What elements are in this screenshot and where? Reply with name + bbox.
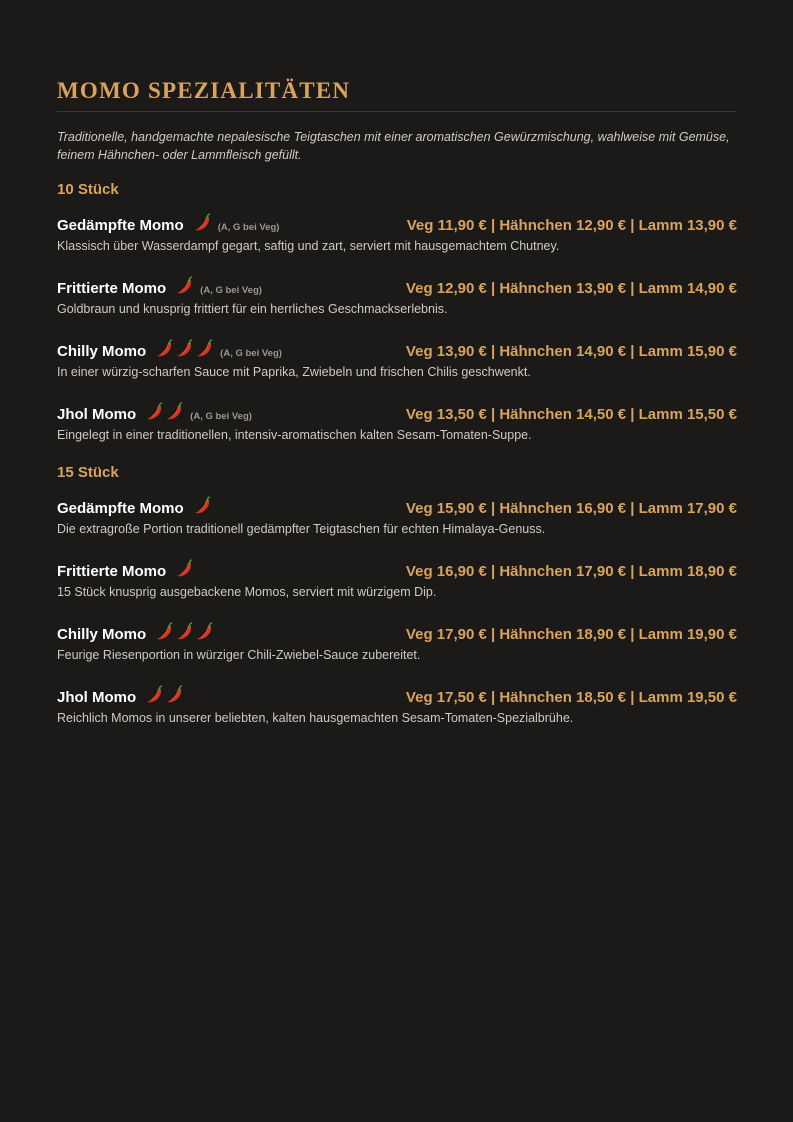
item-prices: Veg 17,50 € | Hähnchen 18,50 € | Lamm 19,50 € <box>405 689 737 706</box>
spice-level <box>193 213 213 232</box>
item-name: Frittierte Momo <box>57 280 167 297</box>
item-prices: Veg 11,90 € | Hähnchen 12,90 € | Lamm 13,90 € <box>406 217 737 234</box>
menu-item <box>57 557 737 599</box>
chili-pepper-icon <box>165 685 184 704</box>
item-prices: Veg 13,90 € | Hähnchen 14,90 € | Lamm 15,90 € <box>405 343 737 360</box>
item-description: Feurige Riesenportion in würziger Chili-Zwiebel-Sauce zubereitet. <box>57 648 421 662</box>
section-heading-15: 15 Stück <box>57 464 119 481</box>
chili-pepper-icon <box>195 339 214 358</box>
item-name: Jhol Momo <box>57 406 137 423</box>
menu-content <box>57 78 737 725</box>
spice-level <box>145 685 185 704</box>
menu-item <box>57 337 737 379</box>
item-prices: Veg 16,90 € | Hähnchen 17,90 € | Lamm 18,90 € <box>405 563 737 580</box>
item-prices: Veg 12,90 € | Hähnchen 13,90 € | Lamm 14,90 € <box>405 280 737 297</box>
item-description: Reichlich Momos in unserer beliebten, kalten hausgemachten Sesam-Tomaten-Spezialbrühe. <box>57 711 574 725</box>
allergen-note: (A, G bei Veg) <box>217 222 280 233</box>
menu-item <box>57 494 737 536</box>
item-description: In einer würzig-scharfen Sauce mit Paprika, Zwiebeln und frischen Chilis geschwenkt. <box>57 365 531 379</box>
spice-level <box>155 622 215 641</box>
menu-item <box>57 683 737 725</box>
chili-pepper-icon <box>193 213 212 232</box>
item-name: Frittierte Momo <box>57 563 167 580</box>
chili-pepper-icon <box>145 685 164 704</box>
menu-item <box>57 620 737 662</box>
chili-pepper-icon <box>155 622 174 641</box>
item-description: Eingelegt in einer traditionellen, intensiv-aromatischen kalten Sesam-Tomaten-Suppe. <box>57 428 532 442</box>
item-prices: Veg 15,90 € | Hähnchen 16,90 € | Lamm 17,90 € <box>405 500 737 517</box>
item-description: 15 Stück knusprig ausgebackene Momos, serviert mit würzigem Dip. <box>57 585 437 599</box>
chili-pepper-icon <box>175 622 194 641</box>
item-name: Gedämpfte Momo <box>57 500 184 517</box>
chili-pepper-icon <box>145 402 164 421</box>
chili-pepper-icon <box>195 622 214 641</box>
menu-item <box>57 211 737 253</box>
item-description: Die extragroße Portion traditionell gedämpfter Teigtaschen für echten Himalaya-Genuss. <box>57 522 546 536</box>
allergen-note: (A, G bei Veg) <box>220 348 282 359</box>
item-name: Jhol Momo <box>57 689 137 706</box>
menu-item <box>57 274 737 316</box>
section-heading-10: 10 Stück <box>57 181 119 198</box>
spice-level <box>175 559 195 578</box>
item-description: Klassisch über Wasserdampf gegart, saftig und zart, serviert mit hausgemachtem Chutney. <box>57 239 560 253</box>
allergen-note: (A, G bei Veg) <box>190 411 252 422</box>
item-name: Chilly Momo <box>57 626 147 643</box>
item-prices: Veg 17,90 € | Hähnchen 18,90 € | Lamm 19,90 € <box>405 626 737 643</box>
spice-level <box>145 402 185 421</box>
menu-intro: Traditionelle, handgemachte nepalesische Teigtaschen mit einer aromatischen Gewürzmischung, wahlweise mit Gemüse, feinem Hähnchen- oder Lammfleisch gefüllt. <box>57 130 730 162</box>
item-prices: Veg 13,50 € | Hähnchen 14,50 € | Lamm 15,50 € <box>405 406 737 423</box>
chili-pepper-icon <box>165 402 184 421</box>
chili-pepper-icon <box>193 496 212 515</box>
spice-level <box>193 496 213 515</box>
item-description: Goldbraun und knusprig frittiert für ein herrliches Geschmackserlebnis. <box>57 302 448 316</box>
chili-pepper-icon <box>175 276 194 295</box>
allergen-note: (A, G bei Veg) <box>200 285 262 296</box>
spice-level <box>175 276 195 295</box>
item-name: Chilly Momo <box>57 343 147 360</box>
chili-pepper-icon <box>155 339 174 358</box>
menu-item <box>57 400 737 442</box>
spice-level <box>155 339 215 358</box>
chili-pepper-icon <box>175 339 194 358</box>
item-name: Gedämpfte Momo <box>57 217 184 234</box>
menu-title: MOMO SPEZIALITÄTEN <box>57 78 737 112</box>
chili-pepper-icon <box>175 559 194 578</box>
